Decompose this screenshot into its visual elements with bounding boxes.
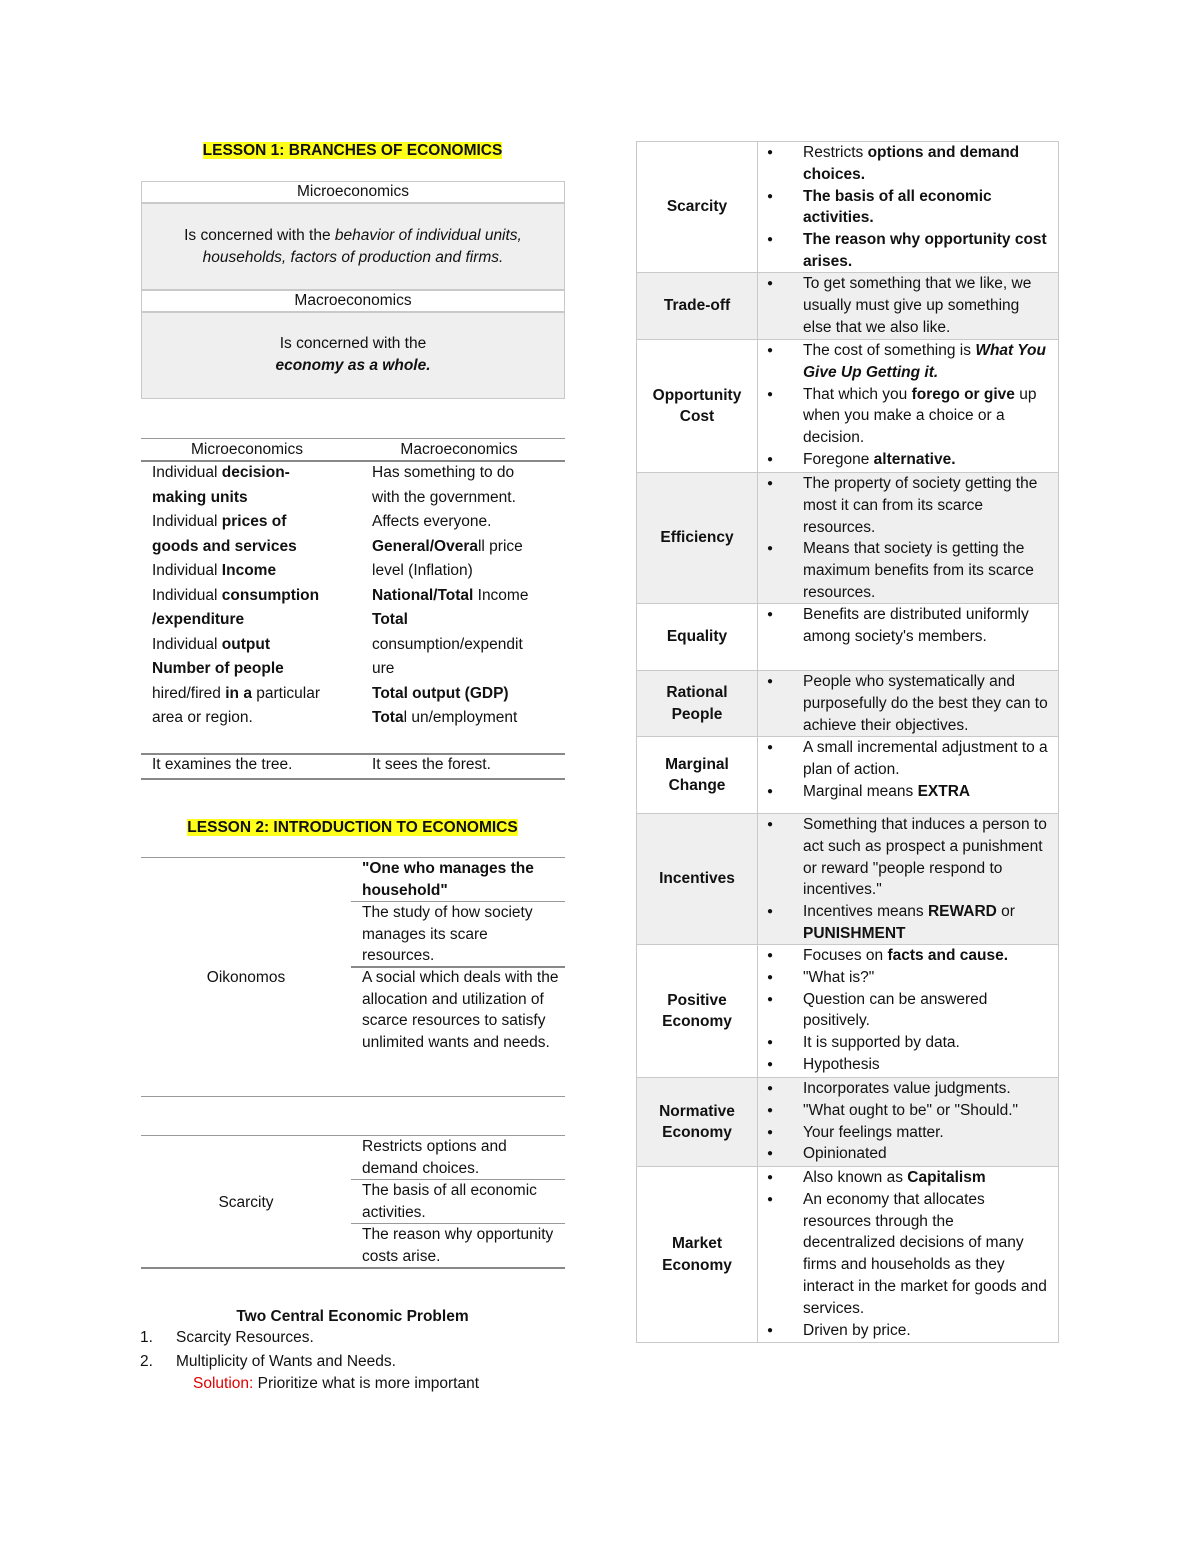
problem-number: 1. xyxy=(140,1329,153,1346)
micro-line: Individual Income xyxy=(152,562,277,579)
term-bullet: ● Opinionated xyxy=(758,1143,1050,1165)
compare-micro-column xyxy=(152,461,357,731)
micro-line: Individual decision- xyxy=(152,464,290,481)
term-row-efficiency xyxy=(637,473,1058,604)
micro-line: making units xyxy=(152,488,248,506)
term-label: Trade-off xyxy=(637,273,758,339)
micro-line: Individual consumption xyxy=(152,586,320,604)
micro-line: Individual output xyxy=(152,635,270,653)
term-bullet: ● Foregone alternative. xyxy=(758,449,1050,471)
macro-line: Total un/employment xyxy=(372,709,518,726)
term-bullet: ● An economy that allocates resources through the decentralized decisions of many firms and households as they interact in the market for goods and services. xyxy=(758,1189,1050,1320)
term-bullet: ● It is supported by data. xyxy=(758,1032,1050,1054)
micro-line: Number of people xyxy=(152,660,284,677)
scarcity-def-3: The reason why opportunity costs arise. xyxy=(362,1226,554,1265)
micro-line: area or region. xyxy=(152,709,253,726)
macro-line: with the government. xyxy=(372,488,516,506)
term-label: Rational People xyxy=(637,671,758,736)
term-row-normative-economy xyxy=(637,1078,1058,1167)
term-row-trade-off xyxy=(637,273,1058,340)
solution-line xyxy=(193,1375,479,1393)
compare-macro-column xyxy=(372,461,565,731)
term-label: Normative Economy xyxy=(637,1078,758,1166)
term-label: Market Economy xyxy=(637,1167,758,1342)
macro-line: Total xyxy=(372,611,408,628)
micro-box-body: Is concerned with the behavior of individual units, households, factors of production and firms. xyxy=(141,203,565,290)
term-bullet: ● Marginal means EXTRA xyxy=(758,781,1050,803)
term-row-incentives xyxy=(637,814,1058,945)
lesson1-title: LESSON 1: BRANCHES OF ECONOMICS xyxy=(202,142,503,159)
problem-item: Scarcity Resources. xyxy=(176,1329,314,1346)
micro-line: /expenditure xyxy=(152,611,245,628)
term-row-marginal-change xyxy=(637,737,1058,814)
macro-line: Affects everyone. xyxy=(372,513,492,530)
terms-table xyxy=(636,141,1059,1343)
solution-label: Solution: xyxy=(193,1375,254,1392)
term-label: Scarcity xyxy=(637,142,758,272)
scarcity-def-1: Restricts options and demand choices. xyxy=(362,1138,507,1177)
term-bullet: ● Driven by price. xyxy=(758,1320,1050,1342)
problem-number: 2. xyxy=(140,1353,153,1370)
macro-box-body: Is concerned with the economy as a whole. xyxy=(141,312,565,399)
term-bullet: ● People who systematically and purposefully do the best they can to achieve their objectives. xyxy=(758,671,1050,736)
term-bullet: ● A small incremental adjustment to a plan of action. xyxy=(758,737,1050,781)
term-bullet: ● Benefits are distributed uniformly among society's members. xyxy=(758,604,1050,648)
micro-line: Individual prices of xyxy=(152,513,287,530)
macro-box-title: Macroeconomics xyxy=(141,290,565,312)
macro-line: Has something to do xyxy=(372,464,515,481)
macro-line: level (Inflation) xyxy=(372,562,473,579)
term-bullet: ● The reason why opportunity cost arises. xyxy=(758,229,1050,273)
term-bullet: ● The cost of something is What You Give Up Getting it. xyxy=(758,340,1050,384)
term-row-scarcity xyxy=(637,142,1058,273)
term-label: Equality xyxy=(637,604,758,670)
term-bullet: ● Incentives means REWARD or PUNISHMENT xyxy=(758,901,1050,945)
term-bullet: ● That which you forego or give up when you make a choice or a decision. xyxy=(758,384,1050,449)
term-label: Efficiency xyxy=(637,473,758,603)
macro-line: General/Overall price xyxy=(372,537,523,555)
scarcity-def-2: The basis of all economic activities. xyxy=(362,1182,537,1221)
term-bullet: ● Also known as Capitalism xyxy=(758,1167,1050,1189)
term-bullet: ● "What ought to be" or "Should." xyxy=(758,1100,1050,1122)
problem-item: Multiplicity of Wants and Needs. xyxy=(176,1353,396,1370)
oikonomos-term: Oikonomos xyxy=(206,969,286,986)
term-bullet: ● Hypothesis xyxy=(758,1054,1050,1076)
scarcity-term: Scarcity xyxy=(218,1194,274,1211)
term-bullet: ● Restricts options and demand choices. xyxy=(758,142,1050,186)
micro-box-title: Microeconomics xyxy=(141,181,565,203)
term-bullet: ● Your feelings matter. xyxy=(758,1122,1050,1144)
term-row-rational-people xyxy=(637,671,1058,737)
term-row-market-economy xyxy=(637,1167,1058,1342)
term-row-positive-economy xyxy=(637,945,1058,1078)
term-bullet: ● Focuses on facts and cause. xyxy=(758,945,1050,967)
term-bullet: ● Incorporates value judgments. xyxy=(758,1078,1050,1100)
term-row-opportunity-cost xyxy=(637,340,1058,473)
macro-line: National/Total Income xyxy=(372,586,529,604)
compare-header-micro: Microeconomics xyxy=(191,441,303,458)
micro-line: hired/fired in a particular xyxy=(152,684,320,702)
term-bullet: ● The basis of all economic activities. xyxy=(758,186,1050,230)
term-bullet: ● Question can be answered positively. xyxy=(758,989,1050,1033)
macro-line: ure xyxy=(372,660,395,677)
term-label: Opportunity Cost xyxy=(637,340,758,472)
term-row-equality xyxy=(637,604,1058,671)
compare-footer-macro: It sees the forest. xyxy=(372,756,491,773)
term-bullet: ● "What is?" xyxy=(758,967,1050,989)
term-bullet: ● Means that society is getting the maximum benefits from its scarce resources. xyxy=(758,538,1050,603)
term-label: Marginal Change xyxy=(637,737,758,813)
oikonomos-def-3: A social which deals with the allocation and utilization of scarce resources to satisfy unlimited wants and needs. xyxy=(362,969,559,1051)
compare-header-macro: Macroeconomics xyxy=(400,441,518,458)
oikonomos-def-2: The study of how society manages its scare resources. xyxy=(362,904,533,964)
macro-line: Total output (GDP) xyxy=(372,684,509,702)
micro-line: goods and services xyxy=(152,537,297,555)
oikonomos-def-1: "One who manages the household" xyxy=(362,860,534,899)
lesson2-title: LESSON 2: INTRODUCTION TO ECONOMICS xyxy=(187,819,518,836)
term-bullet: ● Something that induces a person to act such as prospect a punishment or reward "people respond to incentives." xyxy=(758,814,1050,901)
problems-title: Two Central Economic Problem xyxy=(236,1308,469,1325)
solution-text: Prioritize what is more important xyxy=(253,1375,480,1392)
term-bullet: ● The property of society getting the most it can from its scarce resources. xyxy=(758,473,1050,538)
term-label: Incentives xyxy=(637,814,758,944)
compare-footer-micro: It examines the tree. xyxy=(152,756,293,773)
term-label: Positive Economy xyxy=(637,945,758,1077)
term-bullet: ● To get something that we like, we usually must give up something else that we also like. xyxy=(758,273,1050,338)
macro-line: consumption/expendit xyxy=(372,635,523,653)
